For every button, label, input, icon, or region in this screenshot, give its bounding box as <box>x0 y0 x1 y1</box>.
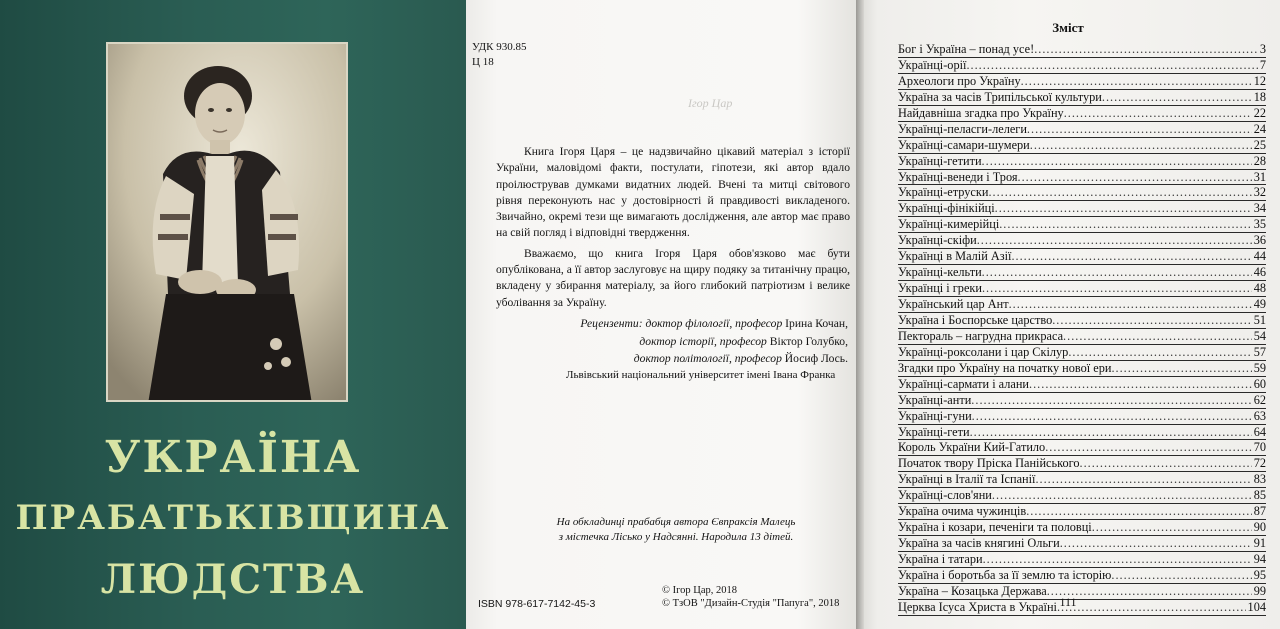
contents-entry-page: 28 <box>1253 153 1266 168</box>
contents-entry-title: Українці-етруски <box>898 185 989 200</box>
contents-entry <box>898 185 1266 201</box>
contents-entry <box>898 90 1266 106</box>
contents-entry-title: Україна і Боспорське царство <box>898 312 1053 327</box>
dot-leader <box>992 488 1252 504</box>
contents-entry-page: 54 <box>1253 328 1266 343</box>
contents-entry-page: 94 <box>1253 552 1266 566</box>
contents-entry-page: 32 <box>1253 185 1266 200</box>
contents-entry-page: 104 <box>1247 599 1266 614</box>
dot-leader <box>982 265 1252 281</box>
cover-title-line1: УКРАЇНА <box>104 432 362 483</box>
contents-entry-title: Українці-пеласги-лелеги <box>898 121 1027 136</box>
contents-entry-page: 62 <box>1253 392 1266 407</box>
dot-leader <box>1030 138 1252 154</box>
contents-entry-title: Археологи про Україну <box>898 73 1021 88</box>
contents-entry <box>898 345 1266 361</box>
contents-entry <box>898 170 1266 186</box>
cover-title-line3: ЛЮДСТВА <box>100 556 366 603</box>
dot-leader <box>1021 74 1252 90</box>
contents-entry <box>898 472 1266 488</box>
contents-entry <box>898 361 1266 377</box>
contents-entry-page: 48 <box>1253 281 1266 296</box>
dot-leader <box>988 185 1251 201</box>
reviewers-block <box>580 315 848 368</box>
contents-entry-page: 57 <box>1253 344 1266 359</box>
cover-title-line2: ПРАБАТЬКІВЩИНА <box>15 498 451 538</box>
dot-leader <box>1034 42 1258 58</box>
contents-entry <box>898 504 1266 520</box>
page-binding-shadow <box>856 0 864 629</box>
contents-entry-page: 31 <box>1253 169 1266 184</box>
contents-entry-title: Українці-гуни <box>898 408 972 423</box>
contents-entry-title: Українці в Італії та Іспанії <box>898 472 1036 487</box>
contents-entry <box>898 201 1266 217</box>
contents-entry-title: Пектораль – нагрудна прикраса <box>898 328 1064 343</box>
contents-entry-page: 12 <box>1253 73 1266 88</box>
contents-entry-page: 95 <box>1253 567 1266 582</box>
contents-list <box>898 42 1266 616</box>
contents-entry-title: Українці-гети <box>898 424 970 439</box>
cover-note: На обкладинці прабабця автора Євпраксія Малець з містечка Лісько у Надсянні. Народила 13 дітей. <box>556 516 796 543</box>
dot-leader <box>983 552 1252 568</box>
contents-entry-page: 34 <box>1253 201 1266 216</box>
contents-entry <box>898 536 1266 552</box>
dot-leader <box>1064 106 1252 122</box>
dot-leader <box>1068 345 1251 361</box>
contents-entry-title: Українці-гетити <box>898 153 982 168</box>
contents-entry <box>898 106 1266 122</box>
annotation-paragraph-2: Вважаємо, що книга Ігоря Царя обов'язково має бути опублікована, а її автор заслуговує на щиру подяку за титанічну працю, вкладену у збирання матеріалу, за його глибокий патріотизм і велике уболівання за Україну. <box>496 246 850 309</box>
contents-entry <box>898 122 1266 138</box>
contents-entry-page: 35 <box>1253 217 1266 232</box>
contents-entry-page: 63 <box>1253 408 1266 423</box>
contents-entry-title: Українці-венеди і Троя <box>898 169 1018 184</box>
contents-entry-page: 83 <box>1253 472 1266 487</box>
contents-entry <box>898 568 1266 584</box>
imprint-page <box>466 0 856 629</box>
library-code: Ц 18 <box>472 56 494 68</box>
udk-code: УДК 930.85 <box>472 41 527 53</box>
contents-entry-title: Українці-орії <box>898 57 967 72</box>
contents-title: Зміст <box>1052 20 1084 35</box>
contents-entry <box>898 552 1266 568</box>
contents-entry <box>898 233 1266 249</box>
contents-entry-page: 25 <box>1253 137 1266 152</box>
udk-block <box>472 40 527 70</box>
contents-entry <box>898 58 1266 74</box>
dot-leader <box>1029 377 1252 393</box>
dot-leader <box>982 281 1252 297</box>
contents-entry <box>898 520 1266 536</box>
contents-entry-page: 72 <box>1253 456 1266 471</box>
dot-leader <box>972 409 1252 425</box>
contents-entry-page: 87 <box>1253 504 1266 519</box>
isbn: ISBN 978-617-7142-45-3 <box>478 598 596 610</box>
contents-entry-title: Українці-слов'яни <box>898 488 992 503</box>
contents-entry-title: Початок твору Пріска Панійського <box>898 456 1080 471</box>
contents-entry-title: Українці і греки <box>898 281 982 296</box>
page-number: 111 <box>1059 595 1077 609</box>
contents-entry <box>898 425 1266 441</box>
dot-leader <box>1092 520 1252 536</box>
reviewer-line: доктор історії, професор Віктор Голубко, <box>639 334 848 348</box>
contents-entry <box>898 313 1266 329</box>
book-cover <box>0 0 466 629</box>
contents-entry <box>898 265 1266 281</box>
contents-entry-title: Церква Ісуса Христа в Україні <box>898 599 1057 614</box>
contents-entry <box>898 440 1266 456</box>
contents-entry-title: Україна за часів Трипільської культури <box>898 89 1102 104</box>
contents-entry-title: Українці-сармати і алани <box>898 376 1030 391</box>
contents-entry-title: Український цар Ант <box>898 297 1009 311</box>
dot-leader <box>999 217 1251 233</box>
contents-entry-title: Бог і Україна – понад усе! <box>898 42 1035 56</box>
dot-leader <box>1026 504 1252 520</box>
contents-page <box>856 0 1280 629</box>
dot-leader <box>1018 170 1252 186</box>
contents-entry-title: Україна і боротьба за її землю та історію <box>898 567 1112 582</box>
university-name: Львівський національний університет імені Івана Франка <box>566 369 836 381</box>
annotation-paragraph-1: Книга Ігоря Царя – це надзвичайно цікавий матеріал з історії України, маловідомі факти, постулати, гіпотези, які автор вдало проілюстрував думками видатних людей. Вчені та митці світового рівня переконують нас у достовірності й правдивості викладеного. Звичайно, окремі тези ще вимагають дослідження, але автор має право на свій погляд і відповідні твердження. <box>496 145 850 240</box>
annotation <box>496 144 850 315</box>
contents-entry-title: Україна очима чужинців <box>898 504 1027 519</box>
contents-entry <box>898 329 1266 345</box>
contents-entry-page: 99 <box>1253 583 1266 598</box>
contents-entry-title: Король України Кий-Гатило <box>898 440 1046 455</box>
contents-entry-title: Українці-фінікійці <box>898 201 995 216</box>
contents-entry <box>898 297 1266 313</box>
contents-entry <box>898 281 1266 297</box>
contents-entry <box>898 393 1266 409</box>
contents-entry-page: 49 <box>1253 297 1266 311</box>
reviewer-line: доктор політології, професор Йосиф Лось. <box>633 352 848 365</box>
dot-leader <box>1063 329 1252 345</box>
dot-leader <box>971 393 1251 409</box>
contents-entry <box>898 74 1266 90</box>
contents-entry-page: 51 <box>1253 312 1266 327</box>
dot-leader <box>970 425 1252 441</box>
contents-entry-title: Україна і татари <box>898 552 983 566</box>
dot-leader <box>1111 361 1251 377</box>
copyright-block: © Ігор Цар, 2018 © ТзОВ "Дизайн-Студія "Папуга", 2018 <box>662 585 840 609</box>
dot-leader <box>1080 456 1252 472</box>
dot-leader <box>982 154 1252 170</box>
contents-entry-title: Українці-скіфи <box>898 233 977 248</box>
dot-leader <box>1009 297 1252 313</box>
contents-entry-page: 24 <box>1253 121 1266 136</box>
contents-entry-page: 46 <box>1253 265 1266 280</box>
reviewer-line: Рецензенти: доктор філології, професор Ірина Кочан, <box>580 317 848 330</box>
contents-entry-page: 22 <box>1253 105 1266 120</box>
contents-entry <box>898 409 1266 425</box>
contents-entry-title: Згадки про Україну на початку нової ери <box>898 360 1112 375</box>
contents-entry-page: 18 <box>1253 89 1266 104</box>
woman-portrait-illustration <box>108 44 348 402</box>
contents-entry-title: Україна за часів княгині Ольги <box>898 536 1060 551</box>
contents-entry-title: Українці-кельти <box>898 265 982 280</box>
contents-entry <box>898 488 1266 504</box>
contents-entry <box>898 154 1266 170</box>
contents-entry <box>898 377 1266 393</box>
bleed-through-author: Ігор Цар <box>688 96 733 110</box>
contents-entry-title: Україна – Козацька Держава <box>898 583 1047 598</box>
contents-entry-page: 7 <box>1259 57 1266 72</box>
contents-entry-title: Найдавніша згадка про Україну <box>898 105 1064 120</box>
contents-entry-page: 44 <box>1253 249 1266 264</box>
dot-leader <box>1102 90 1252 106</box>
contents-entry-title: Україна і козари, печеніги та половці <box>898 520 1092 535</box>
dot-leader <box>977 233 1252 249</box>
contents-entry-title: Українці-роксолани і цар Скілур <box>898 344 1069 359</box>
contents-entry-page: 70 <box>1253 440 1266 455</box>
dot-leader <box>1027 122 1252 138</box>
contents-entry <box>898 456 1266 472</box>
dot-leader <box>1035 472 1251 488</box>
contents-entry <box>898 249 1266 265</box>
contents-entry-page: 85 <box>1253 488 1266 503</box>
contents-entry-page: 90 <box>1253 520 1266 535</box>
contents-entry-page: 91 <box>1253 536 1266 551</box>
contents-entry <box>898 138 1266 154</box>
contents-entry-page: 59 <box>1253 360 1266 375</box>
dot-leader <box>1111 568 1251 584</box>
cover-portrait-photo <box>106 42 348 402</box>
dot-leader <box>1060 536 1252 552</box>
contents-entry-title: Українці-анти <box>898 392 972 407</box>
dot-leader <box>1052 313 1251 329</box>
contents-entry-page: 3 <box>1259 42 1266 56</box>
dot-leader <box>1045 440 1252 456</box>
dot-leader <box>1011 249 1251 265</box>
contents-entry-page: 36 <box>1253 233 1266 248</box>
contents-entry <box>898 217 1266 233</box>
contents-entry-title: Українці-кимерійці <box>898 217 1000 232</box>
contents-entry-title: Українці в Малій Азії <box>898 249 1012 264</box>
dot-leader <box>995 201 1252 217</box>
contents-entry-page: 60 <box>1253 376 1266 391</box>
dot-leader <box>966 58 1257 74</box>
contents-entry-title: Українці-самари-шумери <box>898 137 1030 152</box>
contents-entry <box>898 42 1266 58</box>
contents-entry-page: 64 <box>1253 424 1266 439</box>
